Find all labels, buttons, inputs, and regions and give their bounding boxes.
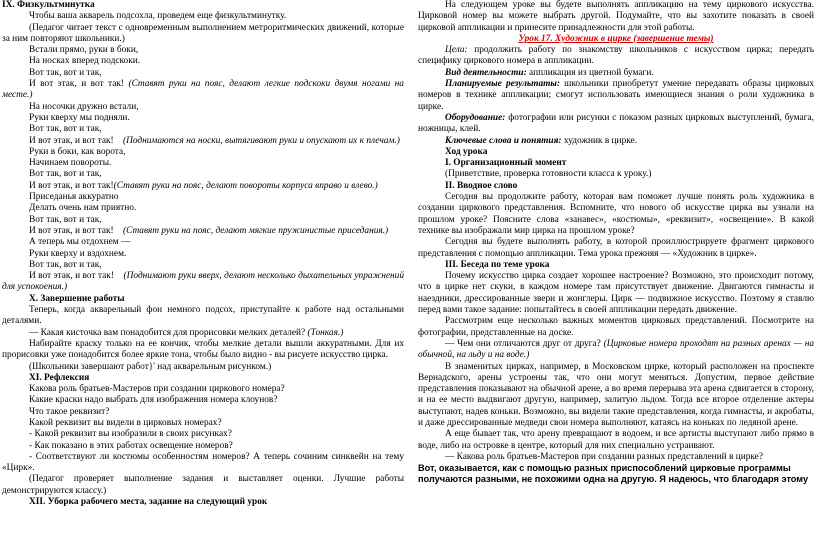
paragraph: (Педагог проверяет выполнение задания и выставляет оценки. Лучшие работы демонстрируются классу.)	[2, 474, 404, 496]
paragraph: — Какова роль братьев-Мастеров при создании разных представлений в цирке?	[445, 451, 763, 462]
section-heading-ix: IX. Физкультминутка	[2, 0, 95, 10]
poem-line	[2, 226, 404, 237]
results-label: Планируемые результаты:	[445, 79, 560, 90]
question-text: — Какая кисточка вам понадобится для прорисовки мелких деталей?	[29, 327, 306, 338]
section-heading-ii: II. Вводное слово	[445, 180, 518, 191]
paragraph: В знаменитых цирках, например, в Московском цирке, который расположен на проспекте Вернадского, арены устроены так, что они могут меняться. Допустим, первое действие представления показывают на обычной арене, а во время перерыва эта арена сдвигается в сторону, и на ее место выдвигают другую, например, залитую льдом. Тогда все второе отделение актеры выступают, надев коньки. Возможно, вы видели такие представления, когда гимнасты, и акробаты, и даже дрессированные медведи свои номера выполняют, катаясь на коньках по ледяной арене.	[418, 361, 814, 428]
poem-text: И вот этак, и вот так!	[29, 180, 114, 191]
poem-line: Начинаем повороты.	[29, 158, 112, 169]
list-item: - Какой реквизит вы изобразили в своих рисунках?	[29, 429, 232, 440]
section-heading-xi: XI. Рефлексия	[29, 372, 90, 383]
poem-line: На носочки дружно встали,	[29, 101, 139, 112]
paragraph: Почему искусство цирка создает хорошее настроение? Возможно, это происходит потому, что в цирке нет скуки, в каждом номере там присутствует движение. Двигаются гимнасты и наездники, дрессированные звери и жонглеры. Цирк — подвижное искусство. Поэтому я ставлю перед вами такое задание: попытайтесь в своей аппликации передать движение.	[418, 271, 814, 316]
poem-line: Вот так, вот и так,	[29, 124, 102, 135]
list-item: Какова роль братьев-Мастеров при создании циркового номера?	[29, 384, 285, 395]
lesson-title: Урок 17. Художник в цирке (завершение темы)	[518, 33, 714, 44]
stage-direction: (Ставят руки на пояс, делают легкие подскоки двумя ногами на месте.)	[2, 79, 404, 101]
poem-line: Руки кверху и вздохнем.	[29, 248, 127, 259]
goals-text: продолжить работу по знакомству школьников с искусством цирка; передать специфику циркового номера в аппликации.	[418, 45, 814, 67]
paragraph: Сегодня вы будете выполнять работу, в которой проиллюстрируете фрагмент циркового представления с помощью аппликации. Тема урока прежняя — «Художник в цирке».	[418, 237, 814, 259]
right-column	[418, 0, 814, 486]
poem-line: Вот так, вот и так,	[29, 214, 102, 225]
paragraph: (Школьники завершают работ}' над акварельным рисунком.)	[29, 361, 272, 372]
left-column	[2, 0, 404, 508]
poem-text: И вот этак, и вот так!	[29, 271, 114, 282]
answer-text: (Тонкая.)	[307, 327, 344, 338]
poem-line: Приседанья аккуратно	[29, 192, 119, 203]
poem-line: На носках вперед подскоки.	[29, 56, 141, 67]
section-heading-x: X. Завершение работы	[29, 293, 125, 304]
poem-text: И вот этак, и вот так!	[29, 135, 114, 146]
poem-text: И вот этак, и вот так!	[29, 79, 125, 90]
goals-paragraph	[418, 45, 814, 68]
equipment-label: Оборудование:	[445, 112, 506, 123]
poem-line	[2, 136, 404, 147]
results-text: школьники приобретут умение передавать образы цирковых номеров в технике аппликации; смогут использовать имеющиеся знания о роли художника в цирке.	[418, 79, 814, 112]
list-item: - Как показано в этих работах освещение номеров?	[29, 440, 233, 451]
list-item: Какой реквизит вы видели в цирковых номерах?	[29, 417, 222, 428]
paragraph	[418, 339, 814, 362]
poem-line: Вот так, вот и так,	[29, 67, 102, 78]
paragraph: А еще бывает так, что арену превращают в водоем, и все артисты выступают либо прямо в воде, либо на островке в центре, который для них специально устраивают.	[418, 429, 814, 451]
goals-label: Цели:	[445, 45, 468, 56]
list-item: Какие краски надо выбрать для изображения номера клоунов?	[29, 395, 278, 406]
keywords-label: Ключевые слова и понятия:	[445, 135, 562, 146]
list-item: - Соответствуют ли костюмы особенностям номеров? А теперь сочиним синквейн на тему «Цирк».	[2, 451, 404, 474]
paragraph	[2, 328, 404, 339]
poem-line: А теперь мы отдохнем —	[29, 237, 131, 248]
paragraph: Набирайте краску только на ее кончик, чтобы мелкие детали вышли аккуратными. Для их прорисовки уже понадобится более яркие тона, чтобы было видно - вы рисуете искусство цирка.	[2, 338, 404, 361]
paragraph: (Приветствие, проверка готовности класса к уроку.)	[445, 169, 652, 180]
stage-direction: (Поднимают руки вверх, делают несколько дыхательных упражнений для успокоения.)	[2, 271, 404, 293]
poem-line: Вот так, вот и так,	[29, 259, 102, 270]
stage-direction: (Ставят руки на пояс, делают мягкие пружинистые приседания.)	[122, 225, 389, 236]
paragraph: Сегодня вы продолжите работу, которая вам поможет лучше понять роль художника в создании циркового представления. Вспомните, что нового об искусстве цирка вы узнали на прошлом уроке? Поясните слова «занавес», «костюмы», «реквизит», «освещение». В какой технике вы изображали мир цирка на прошлом уроке?	[418, 192, 814, 236]
poem-line	[2, 79, 404, 102]
poem-line: Руки кверху мы подняли.	[29, 112, 130, 123]
poem-line	[2, 271, 404, 294]
poem-line: Встали прямо, руки в боки,	[29, 45, 139, 56]
keywords-paragraph	[418, 136, 814, 147]
paragraph: Чтобы ваша акварель подсохла, проведем еще физкультминутку.	[29, 11, 287, 22]
equipment-paragraph	[418, 113, 814, 136]
lesson-course-heading: Ход урока	[445, 146, 488, 157]
paragraph: Теперь, когда акварельный фон немного подсох, приступайте к работе над остальными деталями.	[2, 305, 404, 327]
activity-label: Вид деятельности:	[445, 67, 527, 78]
stage-direction: (Поднимаются на носки, вытягивают руки и опускают их к плечам.)	[122, 135, 400, 146]
poem-line: Руки в боки, как ворота,	[29, 146, 126, 157]
paragraph: На следующем уроке вы будете выполнять аппликацию на тему циркового искусства. Цирковой номер вы можете выбрать другой. Подумайте, что вы захотите показать в своей цирковой аппликации и принесите принадлежности для этой работы.	[418, 0, 814, 33]
list-item: Что такое реквизит?	[29, 406, 110, 417]
section-heading-xii: XII. Уборка рабочего места, задание на следующий урок	[29, 497, 268, 508]
activity-text: аппликация из цветной бумаги.	[529, 67, 654, 78]
stage-direction: (Ставят руки на пояс, делают повороты корпуса вправо и влево.)	[113, 180, 378, 191]
paragraph: (Педагог читает текст с одновременным выполнением метроритмических движений, которые за ним повторяют школьники.)	[2, 22, 404, 44]
poem-line: Вот так, вот и так,	[29, 169, 102, 180]
section-heading-i: I. Организационный момент	[445, 158, 567, 169]
question-text: — Чем они отличаются друг от друга?	[445, 338, 601, 349]
paragraph-bold: Вот, оказывается, как с помощью разных приспособлений цирковые программы	[418, 463, 791, 474]
activity-paragraph	[418, 68, 814, 79]
section-heading-iii: III. Беседа по теме урока	[445, 259, 550, 270]
poem-text: И вот этак, и вот так!	[29, 225, 114, 236]
results-paragraph	[418, 79, 814, 113]
keywords-text: художник в цирке.	[563, 135, 638, 146]
paragraph-bold: получаются разными, не похожими одна на другую. Я надеюсь, что благодаря этому	[418, 474, 809, 485]
answer-text: (Цирковые номера проходят на разных аренах — на обычной, на льду и на воде.)	[418, 338, 814, 361]
equipment-text: фотографии или рисунки с показом разных цирковых выступлений, бумага, ножницы, клей.	[418, 112, 814, 135]
poem-line: Делать очень нам приятно.	[29, 203, 137, 214]
poem-line	[2, 181, 404, 192]
paragraph: Рассмотрим еще несколько важных моментов цирковых представлений. Посмотрите на фотографии, представленные на доске.	[418, 316, 814, 338]
